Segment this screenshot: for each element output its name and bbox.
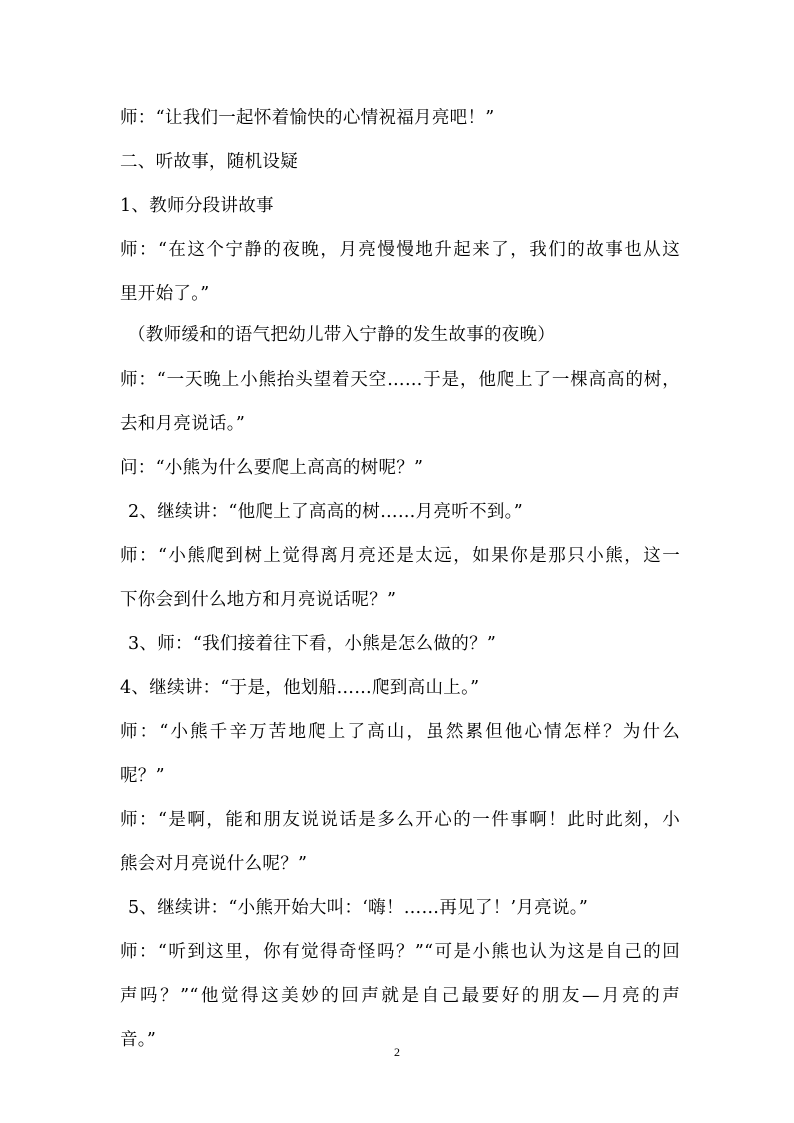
text-line: 师：“是啊，能和朋友说说话是多么开心的一件事啊！此时此刻，小 [120, 810, 680, 830]
text-line: 5、继续讲：“小熊开始大叫：‘嗨！……再见了！’月亮说。” [128, 898, 589, 918]
stage-direction: （教师缓和的语气把幼儿带入宁静的发生故事的夜晚） [128, 325, 556, 345]
text-line: 2、继续讲：“他爬上了高高的树……月亮听不到。” [128, 502, 523, 522]
text-line: 师：“让我们一起怀着愉快的心情祝福月亮吧！” [120, 108, 495, 128]
text-line: 师：“小熊千辛万苦地爬上了高山，虽然累但他心情怎样？为什么 [120, 722, 680, 742]
text-line: 师：“听到这里，你有觉得奇怪吗？”“可是小熊也认为这是自己的回 [120, 942, 680, 962]
text-line: 下你会到什么地方和月亮说话呢？” [120, 590, 397, 610]
text-line: 去和月亮说话。” [120, 414, 246, 434]
text-line: 声吗？”“他觉得这美妙的回声就是自己最要好的朋友—月亮的声 [120, 986, 680, 1006]
text-line: 音。” [120, 1030, 157, 1050]
question-line: 问：“小熊为什么要爬上高高的树呢？” [120, 458, 424, 478]
page-number: 2 [394, 1045, 400, 1059]
text-line: 4、继续讲：“于是，他划船……爬到高山上。” [120, 678, 480, 698]
text-line: 师：“小熊爬到树上觉得离月亮还是太远，如果你是那只小熊，这一 [120, 546, 680, 566]
text-line: 里开始了。” [120, 284, 210, 304]
text-line: 3、师：“我们接着往下看，小熊是怎么做的？” [128, 634, 497, 654]
text-line: 师：“在这个宁静的夜晚，月亮慢慢地升起来了，我们的故事也从这 [120, 240, 680, 260]
section-heading: 二、听故事，随机设疑 [120, 152, 298, 172]
text-line: 师：“一天晚上小熊抬头望着天空……于是，他爬上了一棵高高的树， [120, 370, 680, 390]
text-line: 熊会对月亮说什么呢？” [120, 854, 308, 874]
text-line: 呢？” [120, 766, 165, 786]
subsection-heading: 1、教师分段讲故事 [120, 196, 274, 216]
